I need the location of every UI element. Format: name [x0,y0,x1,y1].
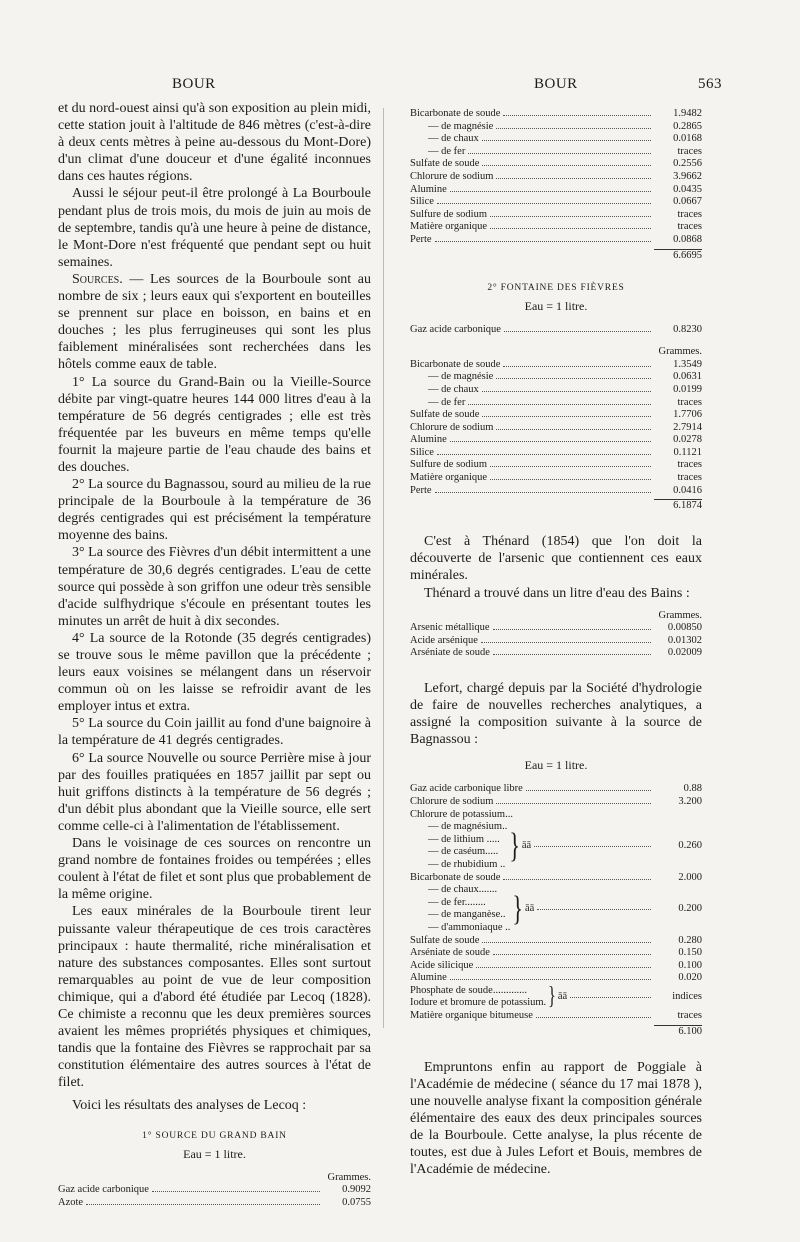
row-label: Arséniate de soude [410,947,490,959]
table-row [410,209,702,222]
left-column [58,100,371,1209]
row-label: Matière organique [410,221,488,233]
table-row [410,359,702,372]
aa-label: āā [557,991,568,1003]
total-value: 6.6695 [673,249,702,261]
row-value: 0.150 [678,947,702,959]
analysis-table [410,108,702,247]
paragraph: Voici les résultats des analyses de Lecoq : [72,1098,307,1114]
eau-label: Eau = 1 litre. [183,1146,246,1161]
table-row [410,397,702,410]
row-value: traces [677,1010,702,1022]
row-label: — de fer [428,396,466,408]
section-title: 1° SOURCE DU GRAND BAIN [142,1130,287,1141]
table-row [410,158,702,171]
total-value: 6.1874 [673,500,702,512]
page-number: 563 [698,76,722,92]
group-head: Chlorure de potassium... [410,808,513,820]
brace: } [548,983,556,1011]
analysis-table [410,622,702,660]
row-label: Gaz acide carbonique [58,1184,149,1196]
row-label: Bicarbonate de soude [410,871,501,883]
group-item: Iodure et bromure de potassium. [410,997,547,1009]
brace-group [410,821,702,871]
row-value: 3.9662 [673,170,702,182]
table-row [410,146,702,159]
table-row [410,472,702,485]
section-title: 2° FONTAINE DES FIÈVRES [487,282,625,293]
table-row [410,434,702,447]
analysis-table [58,1172,371,1210]
row-value: 0.020 [678,972,702,984]
row-value: traces [677,459,702,471]
table-row [410,485,702,498]
paragraph: 6° La source Nouvelle ou source Perrière mise à jour par des fouilles pratiquées en 1857 jaillit par sept ou huit griffons distincts à la température de 56 degrés ; d'un débit plus abondant que la Vieille source, elle sert comme celle-ci à l'alimentation de l'établissement. [58,750,371,834]
eau-label: Eau = 1 litre. [524,298,588,313]
row-label: Sulfate de soude [410,934,480,946]
row-label: Perte [410,484,432,496]
row-label: Gaz acide carbonique libre [410,783,523,795]
table-row [410,384,702,397]
paragraph-text: Les sources de la Bourboule sont au nombre de six ; leurs eaux qui s'exportent en bouteilles se prennent sur place en boisson, en bains et en douches ; les plus ferrugineuses qui sont les plus faiblement minéralisées sont recherchées dans les hôtels comme eaux de table. [58,271,371,373]
unit-label: Grammes. [658,346,702,358]
brace-group [410,985,702,1010]
row-value: 0.0667 [673,196,702,208]
row-value: 0.0278 [673,434,702,446]
row-label: Matière organique [410,472,488,484]
group-item: — d'ammoniaque .. [428,921,511,933]
row-value: 0.2556 [673,158,702,170]
group-item: — de rhubidium .. [428,858,506,870]
group-item: — de chaux....... [428,884,498,896]
lefort-table [410,783,702,1022]
row-value: traces [677,396,702,408]
row-value: 2.7914 [673,421,702,433]
unit-label: Grammes. [327,1171,371,1183]
table-row [410,947,702,960]
row-value: 0.200 [678,903,702,915]
row-value: 0.1121 [673,446,702,458]
table-row [410,459,702,472]
row-label: — de chaux [428,133,479,145]
table-row [410,409,702,422]
analysis-table [410,359,702,498]
table-row [410,171,702,184]
group-item: — de caséum..... [428,846,499,858]
table-row [58,1197,371,1210]
gas-row [410,324,702,337]
paragraph: 4° La source de la Rotonde (35 degrés centigrades) se trouve sous le même pavillon que la précédente ; leurs eaux voisines se mélangent dans un réservoir commun où on les laisse se refroidir avant de les employer intus et extra. [58,630,371,715]
running-header-right: BOUR [534,76,578,92]
row-label: Alumine [410,434,447,446]
row-value: 0.0199 [673,383,702,395]
row-value: 0.01302 [667,634,702,646]
row-label: Acide silicique [410,959,474,971]
group-item: — de lithium ..... [428,833,500,845]
paragraph: Les eaux minérales de la Bourboule tirent leur puissante valeur thérapeutique de ces trois caractères principaux : haute thermalité, riche minéralisation et nature des substances composantes. Elles sont surtout remarquables au point de vue de leur composition chimique, qui a d'abord été étudiée par Lecoq (1828). Ce chimiste a reconnu que les deux premières sources avaient les mêmes propriétés physiques et chimiques, tandis que la fontaine des Fièvres se rapprochait par sa constitution élémentaire des autres sources à l'état de filet. [58,904,371,1091]
total-value: 6.100 [678,1025,702,1037]
brace: } [512,888,523,929]
row-label: Chlorure de sodium [410,421,494,433]
row-label: Sulfate de soude [410,158,480,170]
row-label: Bicarbonate de soude [410,108,501,119]
paragraph: 1° La source du Grand-Bain ou la Vieille-Source débite par vingt-quatre heures 144 000 litres d'eau à la température de 56 degrés centigrades ; elle est très fréquentée par les buveurs en même temps qu'elle fournit la majeure partie de l'eau chaude des bains et des douches. [58,374,371,475]
row-value: 0.0755 [342,1196,371,1208]
unit-label: Grammes. [658,609,702,621]
row-value: 0.2865 [673,120,702,132]
table-row [410,647,702,660]
row-label: Alumine [410,972,447,984]
row-value: traces [677,208,702,220]
row-value: indices [672,991,702,1003]
row-label: Arsenic métallique [410,622,490,634]
table-row [410,622,702,635]
right-column [410,108,702,1178]
paragraph: Thénard a trouvé dans un litre d'eau des Bains : [424,585,690,601]
table-row [410,121,702,134]
row-label: Matière organique bitumeuse [410,1010,533,1022]
paragraph: et du nord-ouest ainsi qu'à son exposition au plein midi, cette station jouit à l'altitude de 846 mètres (c'est-à-dire à deux cents mètres à peine au-dessous du Mont-Dore) d'un climat d'une douceur et d'une égalité inconnues dans ces hautes régions. [58,101,371,185]
row-label: — de chaux [428,383,479,395]
table-row [410,196,702,209]
row-value: 0.88 [683,783,702,795]
row-label: Sulfate de soude [410,409,480,421]
brace: } [509,825,520,866]
paragraph: C'est à Thénard (1854) que l'on doit la découverte de l'arsenic que contiennent ces eaux minérales. [410,534,702,584]
row-value: 3.200 [678,795,702,807]
row-label: Bicarbonate de soude [410,358,501,370]
row-value: traces [677,221,702,233]
row-value: 0.260 [678,840,702,852]
paragraph: 3° La source des Fièvres d'un débit intermittent a une température de 30,6 degrés centigrades. L'eau de cette source qui possède à son griffon une odeur très sensible d'acide sulfhydrique s'écoule en présentant toutes les minutes un arrêt de huit à dix secondes. [58,545,371,629]
paragraph: Empruntons enfin au rapport de Poggiale à l'Académie de médecine ( séance du 17 mai 1878 ), une nouvelle analyse fixant la composition générale élémentaire des eaux des deux principales sources de la Bourboule. Cette analyse, la plus récente de toutes, est due à Jules Lefort et Bouis, membres de l'Académie de médecine. [410,1059,702,1178]
row-label: — de magnésie [428,120,494,132]
row-value: 1.3549 [673,358,702,370]
row-label: Chlorure de sodium [410,795,494,807]
table-row [410,234,702,247]
brace-group [410,884,702,934]
table-row [410,635,702,648]
table-row [410,972,702,985]
paragraph: 2° La source du Bagnassou, sourd au milieu de la rue principale de la Bourboule à la température de 36 degrés centigrades qui est précisément la température moyenne des bains. [58,477,371,544]
group-item: — de manganèse.. [428,909,506,921]
row-label: Perte [410,233,432,245]
row-value: 0.00850 [667,622,702,634]
table-row [410,371,702,384]
table-row [410,133,702,146]
row-label: Chlorure de sodium [410,170,494,182]
row-value: 2.000 [678,871,702,883]
column-divider [383,108,384,1028]
row-value: 0.0435 [673,183,702,195]
table-row [410,935,702,948]
row-label: Acide arsénique [410,634,478,646]
sources-heading: Sources. [72,271,123,287]
group-item: Phosphate de soude............. [410,984,527,996]
row-value: 0.02009 [667,647,702,659]
eau-label: Eau = 1 litre. [524,758,588,773]
table-row [58,1184,371,1197]
row-label: Silice [410,446,434,458]
aa-label: āā [521,840,532,852]
group-item: — de fer........ [428,896,486,908]
row-label: — de fer [428,145,466,157]
row-label: Azote [58,1196,84,1208]
aa-label: āā [524,903,535,915]
row-value: 0.8230 [673,323,702,335]
paragraph: Aussi le séjour peut-il être prolongé à La Bourboule pendant plus de trois mois, du mois de juin au mois de de septembre, tandis qu'à une heure à peine de distance, le Mont-Dore n'est fréquenté que pendant sept ou huit semaines. [58,186,371,270]
row-label: Sulfure de sodium [410,208,487,220]
paragraph: Dans le voisinage de ces sources on rencontre un grand nombre de fontaines froides ou tempérées ; elles coulent à l'état de filet et sont plus que probablement de la même origine. [58,836,371,903]
table-row [410,184,702,197]
table-row [410,422,702,435]
paragraph: Lefort, chargé depuis par la Société d'hydrologie de faire de nouvelles recherches analytiques, a assigné la composition suivante à la source de Bagnassou : [410,681,702,748]
row-value: 0.0416 [673,484,702,496]
row-label: Sulfure de sodium [410,459,487,471]
row-value: 1.9482 [673,108,702,119]
table-row [410,960,702,973]
table-row [410,447,702,460]
row-value: 0.9092 [342,1184,371,1196]
paragraph: 5° La source du Coin jaillit au fond d'une baignoire à la température de 41 degrés centigrades. [58,716,371,749]
running-header-left: BOUR [172,76,216,92]
row-value: 0.100 [678,959,702,971]
row-label: — de magnésie [428,371,494,383]
row-value: 0.280 [678,934,702,946]
row-label: Arséniate de soude [410,647,490,659]
row-label: Silice [410,196,434,208]
row-label: Alumine [410,183,447,195]
row-value: traces [677,145,702,157]
table-row [410,108,702,121]
row-value: 0.0868 [673,233,702,245]
row-value: 0.0631 [673,371,702,383]
group-item: — de magnésium.. [428,821,508,833]
row-label: Gaz acide carbonique [410,323,501,335]
row-value: 1.7706 [673,409,702,421]
row-value: 0.0168 [673,133,702,145]
table-row [410,221,702,234]
row-value: traces [677,472,702,484]
paragraph-sources: Sources. — Les sources de la Bourboule sont au nombre de six ; leurs eaux qui s'exportent en bouteilles se prennent sur place en boisson, en bains et en douches ; les plus ferrugineuses qui sont les plus faiblement minéralisées sont recherchées dans les hôtels comme eaux de table. [58,271,371,373]
